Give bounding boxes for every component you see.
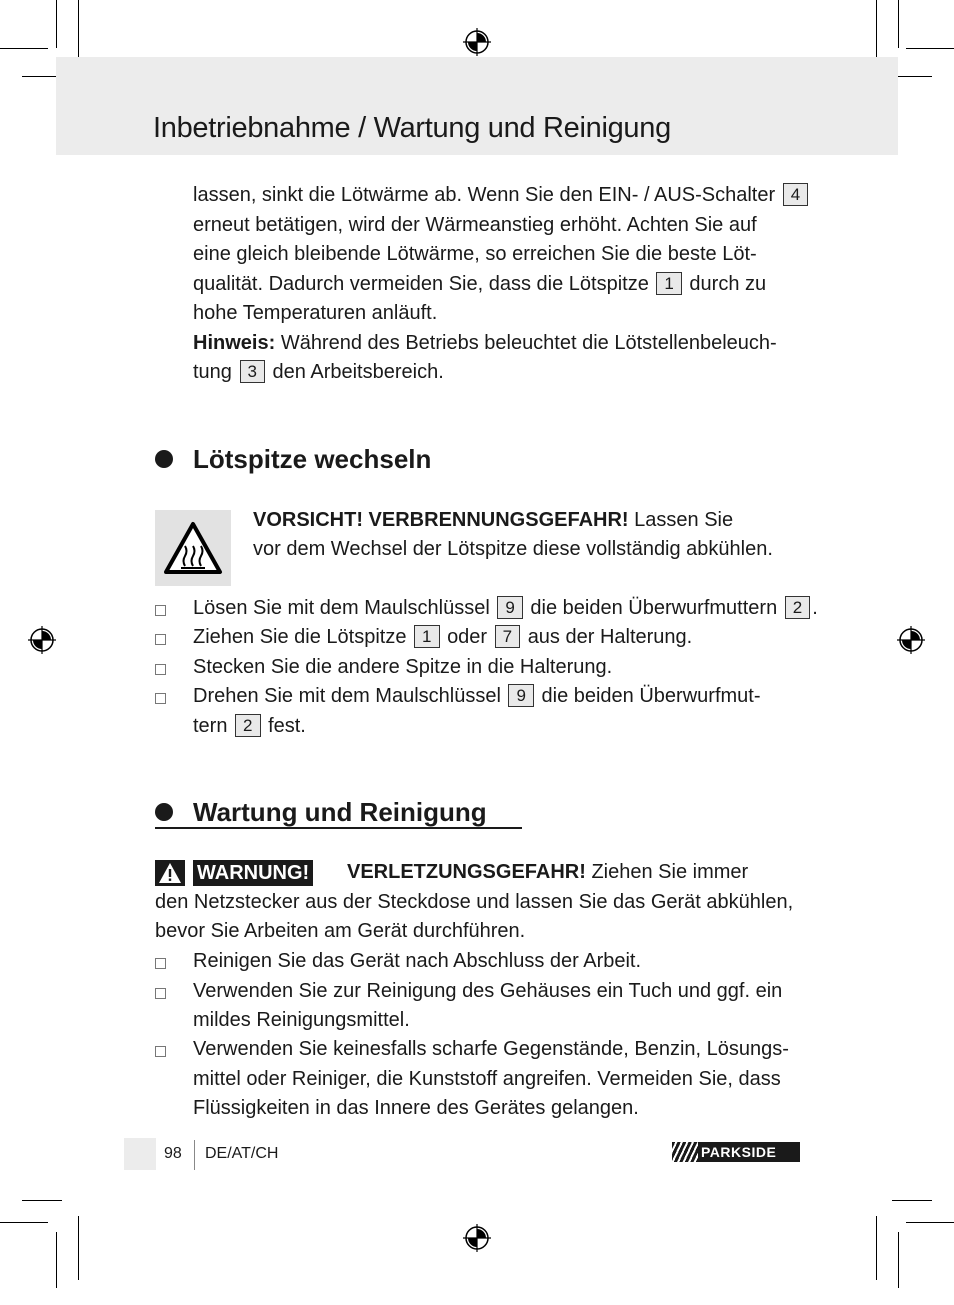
footer-divider [194,1140,195,1170]
list-bullet [155,958,166,969]
crop-mark [56,1232,57,1288]
crop-mark [78,0,79,62]
list-item: Drehen Sie mit dem Maulschlüssel 9 die beiden Überwurfmut- [193,685,761,707]
part-ref-box: 1 [656,272,681,295]
crop-mark [876,1216,877,1280]
crop-mark [0,48,48,49]
hot-surface-warning-icon [163,520,223,576]
section-bullet [155,803,173,821]
page-title: Inbetriebnahme / Wartung und Reinigung [153,112,671,144]
parkside-logo: PARKSIDE [672,1142,800,1162]
section-title-maintenance: Wartung und Reinigung [193,797,487,827]
crop-mark [876,0,877,62]
intro-line: qualität. Dadurch vermeiden Sie, dass die Lötspitze 1 durch zu [193,273,767,295]
registration-mark-icon [462,27,492,57]
note-label: Hinweis: [193,332,276,354]
list-bullet [155,1046,166,1057]
list-item: Lösen Sie mit dem Maulschlüssel 9 die beiden Überwurfmuttern 2 . [193,597,818,619]
list-bullet [155,634,166,645]
caution-line: VORSICHT! VERBRENNUNGSGEFAHR! Lassen Sie [253,509,734,531]
intro-line: hohe Temperaturen anläuft. [193,302,438,324]
crop-mark [892,1200,932,1201]
part-ref-box: 3 [240,360,265,383]
warning-badge: WARNUNG! [193,860,313,886]
section-title-tip-change: Lötspitze wechseln [193,444,432,474]
part-ref-box: 2 [235,714,260,737]
caution-line: vor dem Wechsel der Lötspitze diese vollständig abkühlen. [253,538,773,560]
note-line: tung 3 den Arbeitsbereich. [193,361,444,383]
warning-icon-box [155,860,185,886]
list-item: Verwenden Sie keinesfalls scharfe Gegenstände, Benzin, Lösungs- [193,1038,789,1060]
crop-mark [906,48,954,49]
crop-mark [898,1232,899,1288]
part-ref-box: 9 [497,596,522,619]
logo-stripes-icon [672,1142,698,1162]
warning-line: bevor Sie Arbeiten am Gerät durchführen. [155,920,526,942]
registration-mark-icon [462,1223,492,1253]
crop-mark [0,1222,48,1223]
crop-mark [892,76,932,77]
crop-mark [906,1222,954,1223]
list-item: Reinigen Sie das Gerät nach Abschluss der Arbeit. [193,950,642,972]
list-item: Ziehen Sie die Lötspitze 1 oder 7 aus der Halterung. [193,626,693,648]
intro-line: lassen, sinkt die Lötwärme ab. Wenn Sie den EIN- / AUS-Schalter 4 [193,181,810,211]
crop-mark [56,0,57,48]
warning-line: den Netzstecker aus der Steckdose und lassen Sie das Gerät abkühlen, [155,891,794,913]
part-ref-box: 9 [508,684,533,707]
registration-mark-icon [896,625,926,655]
list-item: Verwenden Sie zur Reinigung des Gehäuses ein Tuch und ggf. ein [193,980,783,1002]
warning-triangle-icon [158,862,182,884]
part-ref-box: 7 [495,625,520,648]
intro-line: erneut betätigen, wird der Wärmeanstieg erhöht. Achten Sie auf [193,214,757,236]
list-item: Stecken Sie die andere Spitze in die Halterung. [193,656,613,678]
crop-mark [898,0,899,48]
caution-label: VORSICHT! VERBRENNUNGSGEFAHR! [253,509,629,531]
page-number: 98 [164,1145,182,1162]
section-title-underline [155,827,522,829]
footer-band [124,1138,156,1170]
section-bullet [155,450,173,468]
crop-mark [78,1216,79,1280]
list-bullet [155,664,166,675]
list-bullet [155,693,166,704]
list-item-continued: Flüssigkeiten in das Innere des Gerätes gelangen. [193,1097,639,1119]
note-line: Hinweis: Während des Betriebs beleuchtet die Lötstellenbeleuch- [193,332,777,354]
warning-line: VERLETZUNGSGEFAHR! Ziehen Sie immer [347,861,749,883]
registration-mark-icon [27,625,57,655]
part-ref-box: 2 [785,596,810,619]
warning-label: VERLETZUNGSGEFAHR! [347,861,586,883]
list-bullet [155,988,166,999]
part-ref-box: 4 [783,183,808,206]
list-bullet [155,605,166,616]
list-item-continued: tern 2 fest. [193,715,306,737]
hot-surface-panel [155,510,231,586]
list-item-continued: mildes Reinigungsmittel. [193,1009,410,1031]
crop-mark [22,1200,62,1201]
locale-label: DE/AT/CH [205,1145,279,1162]
list-item-continued: mittel oder Reiniger, die Kunststoff angreifen. Vermeiden Sie, dass [193,1068,781,1090]
intro-line: eine gleich bleibende Lötwärme, so erreichen Sie die beste Löt- [193,243,757,265]
part-ref-box: 1 [414,625,439,648]
